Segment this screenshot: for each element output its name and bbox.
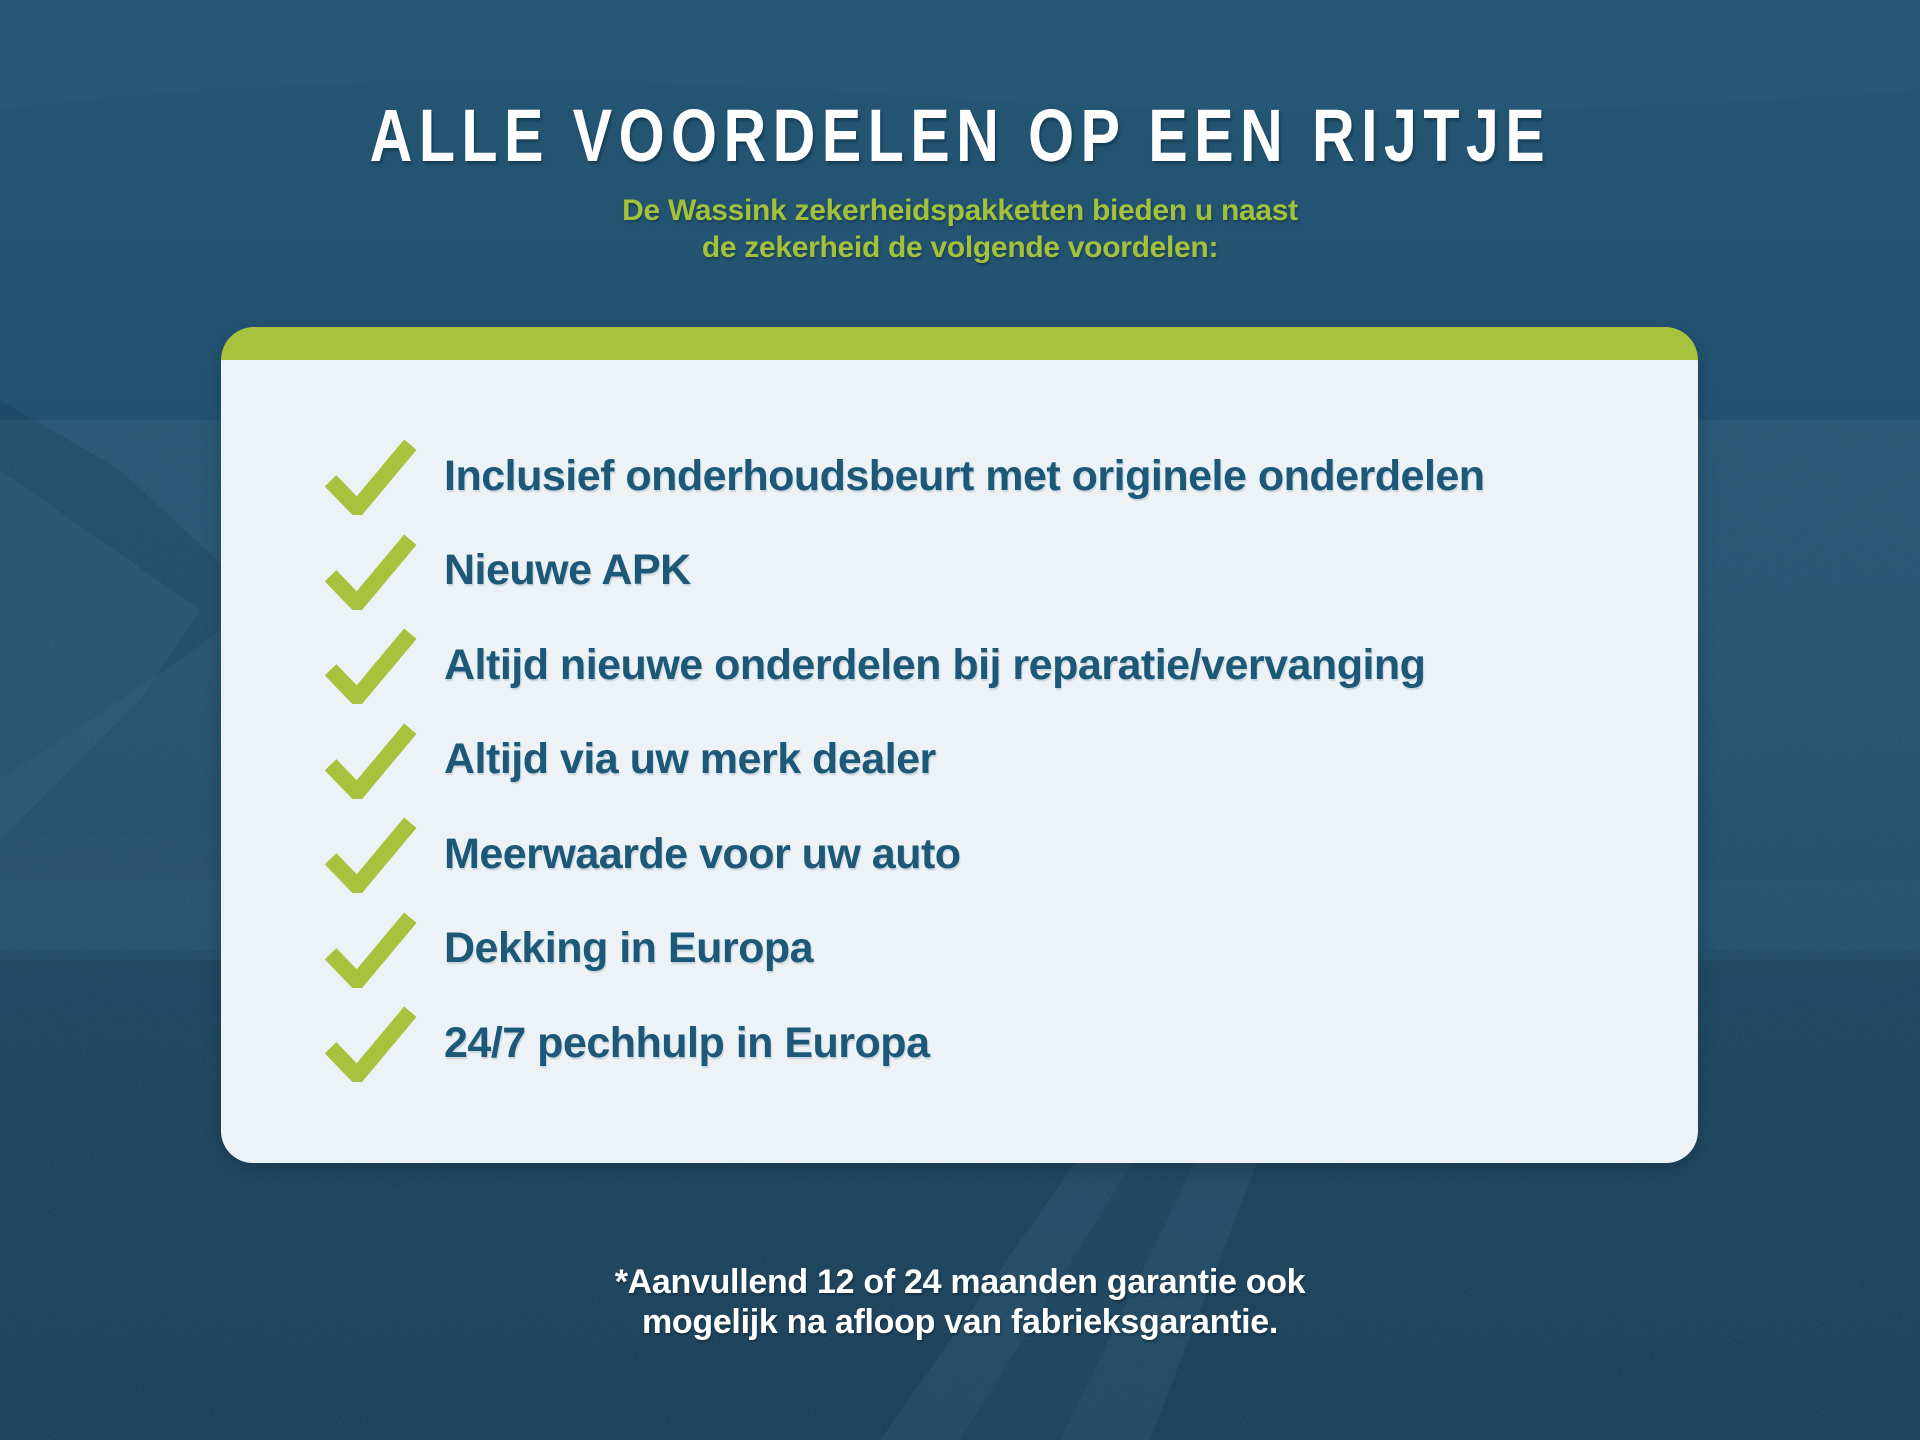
benefit-label: 24/7 pechhulp in Europa <box>444 1018 930 1067</box>
benefit-label: Dekking in Europa <box>444 924 814 973</box>
benefit-label: Inclusief onderhoudsbeurt met originele onderdelen <box>444 451 1485 500</box>
page-subtitle <box>0 192 1920 266</box>
list-item <box>322 713 1658 808</box>
check-icon <box>322 815 417 893</box>
benefits-list <box>221 360 1698 1091</box>
footnote-line-1: *Aanvullend 12 of 24 maanden garantie ook <box>614 1263 1306 1301</box>
page-title-text: ALLE VOORDELEN OP EEN RIJTJE <box>369 94 1551 177</box>
check-icon <box>322 1004 417 1082</box>
benefits-card <box>221 327 1698 1163</box>
benefit-label: Meerwaarde voor uw auto <box>444 829 961 878</box>
check-icon <box>322 721 417 799</box>
benefit-label: Altijd nieuwe onderdelen bij reparatie/vervanging <box>444 640 1426 689</box>
check-icon <box>322 910 417 988</box>
benefit-label: Nieuwe APK <box>444 546 691 595</box>
benefit-label: Altijd via uw merk dealer <box>444 735 936 784</box>
list-item <box>322 618 1658 713</box>
check-icon <box>322 626 417 704</box>
list-item <box>322 807 1658 902</box>
page-title <box>0 94 1920 177</box>
footnote <box>0 1262 1920 1342</box>
subtitle-line-1: De Wassink zekerheidspakketten bieden u naast <box>622 194 1298 227</box>
subtitle-line-2: de zekerheid de volgende voordelen: <box>701 231 1219 264</box>
list-item <box>322 902 1658 997</box>
check-icon <box>322 532 417 610</box>
footnote-line-2: mogelijk na afloop van fabrieksgarantie. <box>641 1303 1279 1341</box>
list-item <box>322 429 1658 524</box>
card-accent-bar <box>221 327 1698 360</box>
list-item <box>322 524 1658 619</box>
check-icon <box>322 437 417 515</box>
list-item <box>322 996 1658 1091</box>
